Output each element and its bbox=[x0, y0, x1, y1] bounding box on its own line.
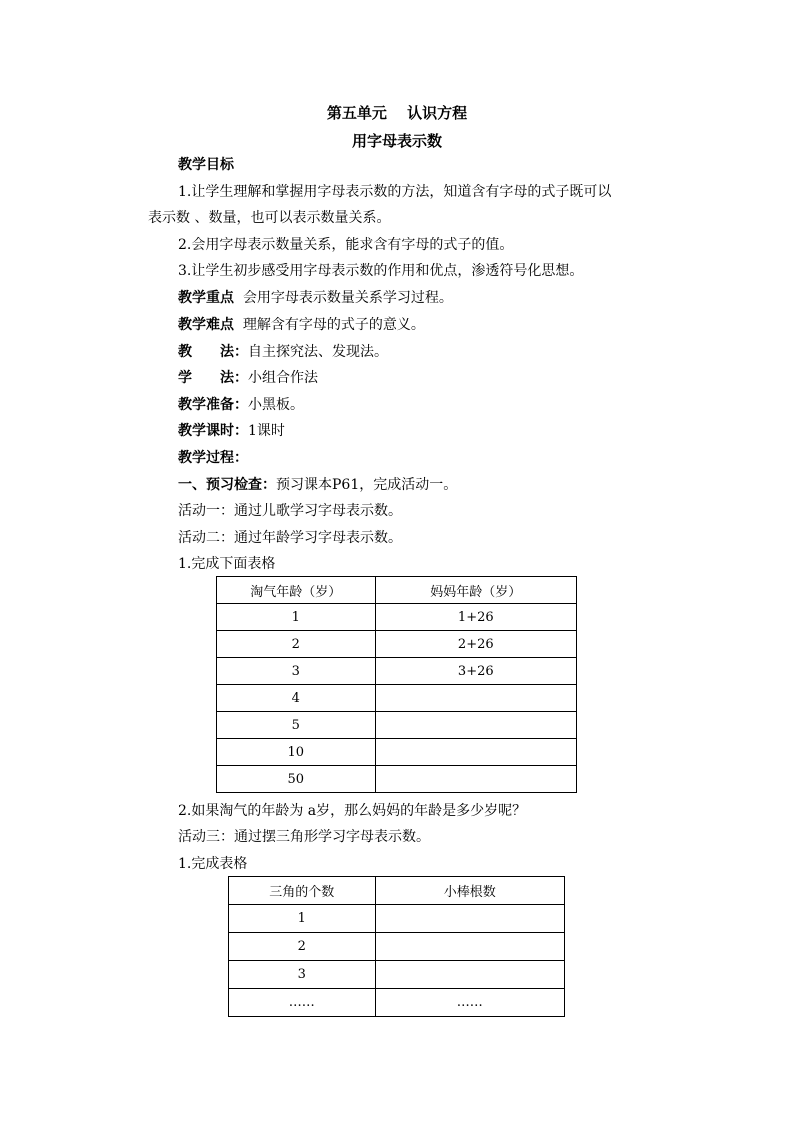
goal-1-line-1: 1.让学生理解和掌握用字母表示数的方法，知道含有字母的式子既可以 bbox=[178, 184, 612, 200]
learning-method-label: 学 法： bbox=[178, 370, 248, 386]
table-cell bbox=[375, 933, 564, 961]
question-2: 2.如果淘气的年龄为 a岁，那么妈妈的年龄是多少岁呢？ bbox=[178, 803, 527, 819]
activity-2: 活动二：通过年龄学习字母表示数。 bbox=[178, 530, 402, 546]
table-row bbox=[217, 766, 577, 793]
table-row bbox=[217, 739, 577, 766]
table-row bbox=[217, 604, 577, 631]
class-hours-value: 1课时 bbox=[248, 423, 285, 439]
table-cell: 1 bbox=[229, 905, 376, 933]
header-cell: 妈妈年龄（岁） bbox=[375, 577, 576, 604]
table-cell: 1+26 bbox=[375, 604, 576, 631]
lesson-title: 用字母表示数 bbox=[351, 132, 442, 150]
class-hours-label: 教学课时： bbox=[178, 423, 248, 439]
table-cell: 2 bbox=[229, 933, 376, 961]
table-header-row bbox=[217, 577, 577, 604]
process-heading: 教学过程： bbox=[178, 450, 248, 466]
preparation-line bbox=[178, 395, 304, 415]
table-cell: 2 bbox=[217, 631, 376, 658]
header-cell: 小棒根数 bbox=[375, 877, 564, 905]
preview-line bbox=[178, 475, 457, 495]
preview-value: 预习课本P61，完成活动一。 bbox=[276, 477, 458, 493]
table-cell: 4 bbox=[217, 685, 376, 712]
table-cell bbox=[375, 685, 576, 712]
key-point-label: 教学重点 bbox=[178, 290, 234, 306]
difficulty-value: 理解含有字母的式子的意义。 bbox=[242, 317, 425, 333]
table-row bbox=[217, 631, 577, 658]
table-cell bbox=[375, 712, 576, 739]
key-point-line bbox=[178, 288, 453, 308]
key-point-value: 会用字母表示数量关系学习过程。 bbox=[242, 290, 453, 306]
preview-label: 一、预习检查： bbox=[178, 477, 276, 493]
table-cell: 1 bbox=[217, 604, 376, 631]
table-row bbox=[229, 961, 565, 989]
table-1-caption: 1.完成下面表格 bbox=[178, 556, 276, 572]
activity-3: 活动三：通过摆三角形学习字母表示数。 bbox=[178, 829, 430, 845]
goal-3: 3.让学生初步感受用字母表示数的作用和优点，渗透符号化思想。 bbox=[178, 263, 584, 279]
difficulty-label: 教学难点 bbox=[178, 317, 234, 333]
learning-method-value: 小组合作法 bbox=[248, 370, 318, 386]
table-cell bbox=[375, 739, 576, 766]
table-cell: 10 bbox=[217, 739, 376, 766]
header-cell: 三角的个数 bbox=[229, 877, 376, 905]
table-cell: 3 bbox=[217, 658, 376, 685]
preparation-label: 教学准备： bbox=[178, 397, 248, 413]
table-cell bbox=[375, 905, 564, 933]
teaching-method-line bbox=[178, 342, 388, 362]
goals-heading: 教学目标 bbox=[178, 157, 234, 173]
table-row bbox=[229, 905, 565, 933]
table-row bbox=[229, 933, 565, 961]
learning-method-line bbox=[178, 368, 318, 388]
table-2-caption: 1.完成表格 bbox=[178, 856, 248, 872]
table-cell: 50 bbox=[217, 766, 376, 793]
table-cell: 3+26 bbox=[375, 658, 576, 685]
teaching-method-value: 自主探究法、发现法。 bbox=[248, 344, 388, 360]
table-header-row bbox=[229, 877, 565, 905]
goal-2: 2.会用字母表示数量关系，能求含有字母的式子的值。 bbox=[178, 237, 514, 253]
goal-1-line-2: 表示数 、数量，也可以表示数量关系。 bbox=[148, 210, 391, 226]
class-hours-line bbox=[178, 421, 285, 441]
preparation-value: 小黑板。 bbox=[248, 397, 304, 413]
table-cell: 2+26 bbox=[375, 631, 576, 658]
table-row bbox=[217, 658, 577, 685]
table-row bbox=[217, 712, 577, 739]
unit-title: 第五单元 认识方程 bbox=[326, 104, 468, 122]
table-cell: …… bbox=[229, 989, 376, 1017]
activity-1: 活动一：通过儿歌学习字母表示数。 bbox=[178, 503, 402, 519]
table-cell: 3 bbox=[229, 961, 376, 989]
table-row bbox=[229, 989, 565, 1017]
table-cell bbox=[375, 961, 564, 989]
difficulty-line bbox=[178, 315, 425, 335]
table-cell: 5 bbox=[217, 712, 376, 739]
header-cell: 淘气年龄（岁） bbox=[217, 577, 376, 604]
triangle-table bbox=[228, 876, 565, 1017]
teaching-method-label: 教 法： bbox=[178, 344, 248, 360]
table-row bbox=[217, 685, 577, 712]
age-table bbox=[216, 576, 577, 793]
table-cell bbox=[375, 766, 576, 793]
table-cell: …… bbox=[375, 989, 564, 1017]
